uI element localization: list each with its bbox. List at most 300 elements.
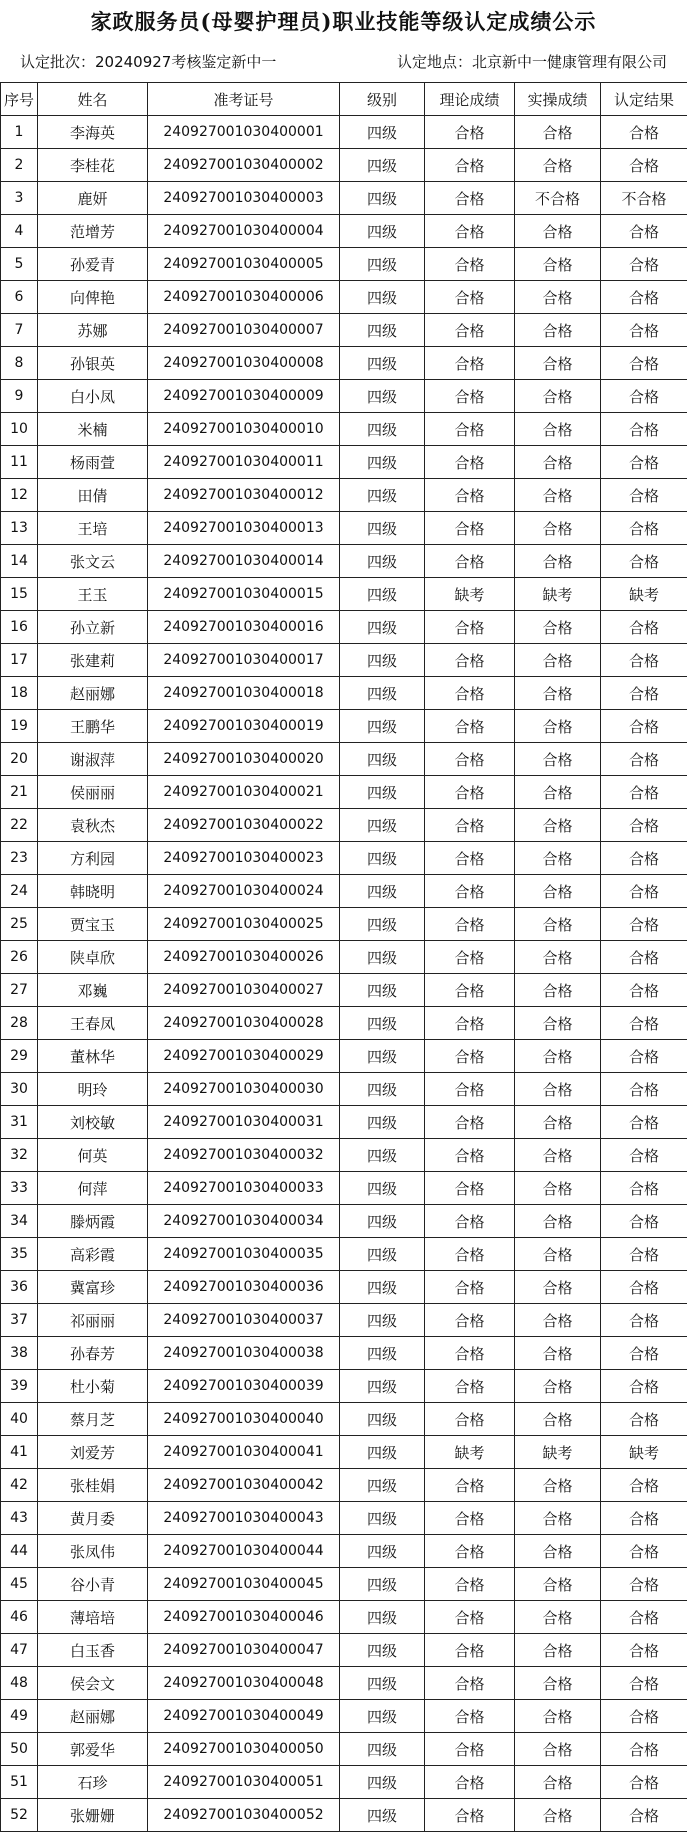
cell-practical-score: 合格 <box>515 1700 601 1733</box>
cell-result: 合格 <box>601 479 687 512</box>
cell-result: 合格 <box>601 1370 687 1403</box>
cell-name: 侯丽丽 <box>38 776 148 809</box>
header-result: 认定结果 <box>601 83 687 116</box>
table-row <box>1 1007 687 1040</box>
cell-practical-score: 合格 <box>515 842 601 875</box>
cell-practical-score: 合格 <box>515 1073 601 1106</box>
cell-theory-score: 缺考 <box>425 1436 515 1469</box>
cell-practical-score: 合格 <box>515 908 601 941</box>
cell-ticket-number: 240927001030400024 <box>148 875 340 908</box>
cell-ticket-number: 240927001030400036 <box>148 1271 340 1304</box>
cell-theory-score: 合格 <box>425 1667 515 1700</box>
cell-result: 合格 <box>601 1073 687 1106</box>
cell-index: 39 <box>1 1370 38 1403</box>
cell-practical-score: 合格 <box>515 1535 601 1568</box>
cell-index: 38 <box>1 1337 38 1370</box>
cell-result: 合格 <box>601 1139 687 1172</box>
cell-index: 46 <box>1 1601 38 1634</box>
cell-name: 董林华 <box>38 1040 148 1073</box>
cell-ticket-number: 240927001030400030 <box>148 1073 340 1106</box>
cell-result: 合格 <box>601 1304 687 1337</box>
cell-level: 四级 <box>340 182 425 215</box>
cell-name: 薄培培 <box>38 1601 148 1634</box>
cell-ticket-number: 240927001030400025 <box>148 908 340 941</box>
cell-result: 合格 <box>601 1733 687 1766</box>
cell-index: 27 <box>1 974 38 1007</box>
cell-practical-score: 合格 <box>515 710 601 743</box>
cell-level: 四级 <box>340 1634 425 1667</box>
table-row <box>1 1799 687 1832</box>
cell-name: 鹿妍 <box>38 182 148 215</box>
table-row <box>1 578 687 611</box>
cell-ticket-number: 240927001030400007 <box>148 314 340 347</box>
cell-ticket-number: 240927001030400040 <box>148 1403 340 1436</box>
cell-level: 四级 <box>340 1370 425 1403</box>
cell-result: 合格 <box>601 149 687 182</box>
cell-theory-score: 合格 <box>425 380 515 413</box>
table-row <box>1 248 687 281</box>
cell-name: 明玲 <box>38 1073 148 1106</box>
cell-name: 谢淑萍 <box>38 743 148 776</box>
cell-practical-score: 合格 <box>515 314 601 347</box>
cell-result: 合格 <box>601 941 687 974</box>
cell-practical-score: 合格 <box>515 1766 601 1799</box>
cell-theory-score: 合格 <box>425 1733 515 1766</box>
cell-name: 黄月委 <box>38 1502 148 1535</box>
cell-theory-score: 合格 <box>425 446 515 479</box>
table-row <box>1 215 687 248</box>
table-row <box>1 1766 687 1799</box>
cell-index: 13 <box>1 512 38 545</box>
cell-theory-score: 合格 <box>425 1469 515 1502</box>
cell-level: 四级 <box>340 941 425 974</box>
cell-name: 张文云 <box>38 545 148 578</box>
cell-practical-score: 合格 <box>515 1799 601 1832</box>
cell-level: 四级 <box>340 413 425 446</box>
cell-level: 四级 <box>340 380 425 413</box>
cell-practical-score: 合格 <box>515 1502 601 1535</box>
cell-theory-score: 合格 <box>425 611 515 644</box>
table-row <box>1 908 687 941</box>
cell-level: 四级 <box>340 644 425 677</box>
cell-name: 陕卓欣 <box>38 941 148 974</box>
cell-result: 合格 <box>601 512 687 545</box>
cell-ticket-number: 240927001030400052 <box>148 1799 340 1832</box>
cell-level: 四级 <box>340 215 425 248</box>
cell-result: 合格 <box>601 446 687 479</box>
cell-ticket-number: 240927001030400050 <box>148 1733 340 1766</box>
cell-theory-score: 合格 <box>425 149 515 182</box>
cell-result: 合格 <box>601 974 687 1007</box>
cell-index: 43 <box>1 1502 38 1535</box>
cell-name: 孙春芳 <box>38 1337 148 1370</box>
cell-theory-score: 合格 <box>425 743 515 776</box>
cell-name: 田倩 <box>38 479 148 512</box>
cell-index: 47 <box>1 1634 38 1667</box>
cell-ticket-number: 240927001030400028 <box>148 1007 340 1040</box>
cell-level: 四级 <box>340 314 425 347</box>
table-row <box>1 710 687 743</box>
cell-result: 合格 <box>601 743 687 776</box>
cell-practical-score: 合格 <box>515 1106 601 1139</box>
cell-name: 邓巍 <box>38 974 148 1007</box>
cell-level: 四级 <box>340 1733 425 1766</box>
table-row <box>1 1634 687 1667</box>
cell-level: 四级 <box>340 743 425 776</box>
cell-index: 14 <box>1 545 38 578</box>
cell-theory-score: 合格 <box>425 1139 515 1172</box>
cell-level: 四级 <box>340 776 425 809</box>
table-row <box>1 314 687 347</box>
cell-level: 四级 <box>340 1172 425 1205</box>
cell-result: 合格 <box>601 1634 687 1667</box>
cell-theory-score: 合格 <box>425 1502 515 1535</box>
cell-ticket-number: 240927001030400020 <box>148 743 340 776</box>
cell-level: 四级 <box>340 710 425 743</box>
cell-result: 合格 <box>601 413 687 446</box>
cell-ticket-number: 240927001030400038 <box>148 1337 340 1370</box>
cell-level: 四级 <box>340 248 425 281</box>
cell-result: 合格 <box>601 1337 687 1370</box>
cell-ticket-number: 240927001030400018 <box>148 677 340 710</box>
cell-level: 四级 <box>340 611 425 644</box>
cell-name: 刘校敏 <box>38 1106 148 1139</box>
cell-index: 34 <box>1 1205 38 1238</box>
cell-theory-score: 合格 <box>425 875 515 908</box>
cell-ticket-number: 240927001030400041 <box>148 1436 340 1469</box>
cell-result: 合格 <box>601 1007 687 1040</box>
cell-theory-score: 合格 <box>425 215 515 248</box>
cell-theory-score: 合格 <box>425 1370 515 1403</box>
cell-result: 合格 <box>601 545 687 578</box>
cell-practical-score: 合格 <box>515 413 601 446</box>
cell-practical-score: 合格 <box>515 512 601 545</box>
cell-theory-score: 合格 <box>425 941 515 974</box>
cell-theory-score: 合格 <box>425 545 515 578</box>
cell-level: 四级 <box>340 1139 425 1172</box>
table-row <box>1 116 687 149</box>
cell-result: 合格 <box>601 1799 687 1832</box>
cell-theory-score: 合格 <box>425 512 515 545</box>
cell-ticket-number: 240927001030400032 <box>148 1139 340 1172</box>
cell-result: 合格 <box>601 1172 687 1205</box>
cell-theory-score: 合格 <box>425 1535 515 1568</box>
cell-theory-score: 合格 <box>425 908 515 941</box>
location-label: 认定地点：北京新中一健康管理有限公司 <box>397 50 667 74</box>
cell-index: 30 <box>1 1073 38 1106</box>
cell-practical-score: 合格 <box>515 1601 601 1634</box>
cell-practical-score: 合格 <box>515 215 601 248</box>
cell-level: 四级 <box>340 1040 425 1073</box>
cell-name: 王春凤 <box>38 1007 148 1040</box>
cell-level: 四级 <box>340 1766 425 1799</box>
cell-theory-score: 合格 <box>425 347 515 380</box>
cell-ticket-number: 240927001030400042 <box>148 1469 340 1502</box>
cell-index: 15 <box>1 578 38 611</box>
cell-name: 石珍 <box>38 1766 148 1799</box>
cell-ticket-number: 240927001030400051 <box>148 1766 340 1799</box>
cell-name: 冀富珍 <box>38 1271 148 1304</box>
cell-practical-score: 合格 <box>515 875 601 908</box>
cell-practical-score: 合格 <box>515 347 601 380</box>
cell-index: 25 <box>1 908 38 941</box>
cell-ticket-number: 240927001030400017 <box>148 644 340 677</box>
cell-practical-score: 合格 <box>515 380 601 413</box>
cell-result: 合格 <box>601 1535 687 1568</box>
cell-index: 36 <box>1 1271 38 1304</box>
cell-index: 33 <box>1 1172 38 1205</box>
cell-ticket-number: 240927001030400046 <box>148 1601 340 1634</box>
cell-level: 四级 <box>340 479 425 512</box>
cell-ticket-number: 240927001030400011 <box>148 446 340 479</box>
cell-index: 49 <box>1 1700 38 1733</box>
cell-result: 合格 <box>601 116 687 149</box>
cell-name: 高彩霞 <box>38 1238 148 1271</box>
cell-name: 赵丽娜 <box>38 1700 148 1733</box>
cell-practical-score: 合格 <box>515 1007 601 1040</box>
cell-index: 50 <box>1 1733 38 1766</box>
cell-level: 四级 <box>340 809 425 842</box>
cell-index: 42 <box>1 1469 38 1502</box>
cell-name: 王培 <box>38 512 148 545</box>
cell-theory-score: 合格 <box>425 1040 515 1073</box>
header-practical-score: 实操成绩 <box>515 83 601 116</box>
cell-practical-score: 合格 <box>515 1304 601 1337</box>
cell-ticket-number: 240927001030400012 <box>148 479 340 512</box>
cell-practical-score: 合格 <box>515 1469 601 1502</box>
cell-ticket-number: 240927001030400037 <box>148 1304 340 1337</box>
cell-theory-score: 合格 <box>425 710 515 743</box>
table-row <box>1 149 687 182</box>
table-row <box>1 875 687 908</box>
table-row <box>1 1205 687 1238</box>
cell-practical-score: 合格 <box>515 611 601 644</box>
table-row <box>1 1667 687 1700</box>
cell-theory-score: 合格 <box>425 281 515 314</box>
cell-theory-score: 合格 <box>425 1205 515 1238</box>
cell-name: 贾宝玉 <box>38 908 148 941</box>
cell-level: 四级 <box>340 1502 425 1535</box>
cell-ticket-number: 240927001030400035 <box>148 1238 340 1271</box>
cell-level: 四级 <box>340 578 425 611</box>
cell-theory-score: 合格 <box>425 479 515 512</box>
table-row <box>1 941 687 974</box>
cell-index: 10 <box>1 413 38 446</box>
cell-ticket-number: 240927001030400006 <box>148 281 340 314</box>
cell-level: 四级 <box>340 1304 425 1337</box>
cell-theory-score: 合格 <box>425 1238 515 1271</box>
cell-name: 袁秋杰 <box>38 809 148 842</box>
cell-result: 缺考 <box>601 578 687 611</box>
cell-ticket-number: 240927001030400047 <box>148 1634 340 1667</box>
cell-level: 四级 <box>340 1238 425 1271</box>
table-row <box>1 974 687 1007</box>
cell-theory-score: 合格 <box>425 842 515 875</box>
cell-result: 合格 <box>601 215 687 248</box>
cell-level: 四级 <box>340 1403 425 1436</box>
cell-level: 四级 <box>340 875 425 908</box>
cell-result: 合格 <box>601 842 687 875</box>
cell-practical-score: 合格 <box>515 1370 601 1403</box>
cell-practical-score: 不合格 <box>515 182 601 215</box>
cell-name: 苏娜 <box>38 314 148 347</box>
cell-name: 方利园 <box>38 842 148 875</box>
table-row <box>1 1403 687 1436</box>
cell-level: 四级 <box>340 1799 425 1832</box>
cell-index: 51 <box>1 1766 38 1799</box>
cell-index: 18 <box>1 677 38 710</box>
table-row <box>1 1370 687 1403</box>
cell-index: 28 <box>1 1007 38 1040</box>
cell-ticket-number: 240927001030400021 <box>148 776 340 809</box>
cell-practical-score: 合格 <box>515 1337 601 1370</box>
cell-practical-score: 合格 <box>515 545 601 578</box>
table-row <box>1 1304 687 1337</box>
cell-theory-score: 合格 <box>425 677 515 710</box>
cell-ticket-number: 240927001030400001 <box>148 116 340 149</box>
cell-name: 王玉 <box>38 578 148 611</box>
cell-result: 合格 <box>601 1271 687 1304</box>
cell-level: 四级 <box>340 1106 425 1139</box>
table-row <box>1 842 687 875</box>
cell-index: 52 <box>1 1799 38 1832</box>
cell-index: 21 <box>1 776 38 809</box>
cell-theory-score: 合格 <box>425 1172 515 1205</box>
cell-practical-score: 合格 <box>515 116 601 149</box>
cell-name: 张桂娟 <box>38 1469 148 1502</box>
cell-result: 合格 <box>601 1469 687 1502</box>
cell-practical-score: 合格 <box>515 776 601 809</box>
cell-index: 37 <box>1 1304 38 1337</box>
cell-ticket-number: 240927001030400027 <box>148 974 340 1007</box>
cell-practical-score: 合格 <box>515 1568 601 1601</box>
cell-index: 20 <box>1 743 38 776</box>
cell-result: 合格 <box>601 314 687 347</box>
cell-name: 张凤伟 <box>38 1535 148 1568</box>
table-row <box>1 1700 687 1733</box>
cell-name: 杜小菊 <box>38 1370 148 1403</box>
cell-result: 不合格 <box>601 182 687 215</box>
cell-practical-score: 合格 <box>515 1403 601 1436</box>
table-row <box>1 677 687 710</box>
cell-practical-score: 合格 <box>515 1667 601 1700</box>
cell-level: 四级 <box>340 1073 425 1106</box>
cell-theory-score: 缺考 <box>425 578 515 611</box>
cell-index: 6 <box>1 281 38 314</box>
cell-practical-score: 合格 <box>515 1040 601 1073</box>
cell-result: 合格 <box>601 1700 687 1733</box>
cell-level: 四级 <box>340 149 425 182</box>
table-row <box>1 1238 687 1271</box>
cell-ticket-number: 240927001030400031 <box>148 1106 340 1139</box>
table-row <box>1 809 687 842</box>
cell-result: 缺考 <box>601 1436 687 1469</box>
cell-result: 合格 <box>601 281 687 314</box>
header-theory-score: 理论成绩 <box>425 83 515 116</box>
cell-ticket-number: 240927001030400003 <box>148 182 340 215</box>
cell-name: 孙爱青 <box>38 248 148 281</box>
cell-theory-score: 合格 <box>425 1073 515 1106</box>
cell-practical-score: 合格 <box>515 1139 601 1172</box>
cell-index: 8 <box>1 347 38 380</box>
cell-index: 3 <box>1 182 38 215</box>
cell-theory-score: 合格 <box>425 1601 515 1634</box>
cell-result: 合格 <box>601 1568 687 1601</box>
cell-practical-score: 合格 <box>515 974 601 1007</box>
cell-practical-score: 缺考 <box>515 1436 601 1469</box>
table-row <box>1 1502 687 1535</box>
cell-ticket-number: 240927001030400033 <box>148 1172 340 1205</box>
cell-level: 四级 <box>340 908 425 941</box>
cell-level: 四级 <box>340 281 425 314</box>
cell-ticket-number: 240927001030400004 <box>148 215 340 248</box>
cell-result: 合格 <box>601 1238 687 1271</box>
cell-name: 何萍 <box>38 1172 148 1205</box>
cell-level: 四级 <box>340 1205 425 1238</box>
cell-level: 四级 <box>340 1601 425 1634</box>
cell-index: 7 <box>1 314 38 347</box>
cell-level: 四级 <box>340 1568 425 1601</box>
cell-index: 11 <box>1 446 38 479</box>
cell-name: 米楠 <box>38 413 148 446</box>
table-row <box>1 1271 687 1304</box>
table-row <box>1 413 687 446</box>
cell-theory-score: 合格 <box>425 413 515 446</box>
cell-name: 孙银英 <box>38 347 148 380</box>
table-row <box>1 545 687 578</box>
table-row <box>1 347 687 380</box>
cell-ticket-number: 240927001030400023 <box>148 842 340 875</box>
table-row <box>1 1337 687 1370</box>
cell-index: 35 <box>1 1238 38 1271</box>
cell-ticket-number: 240927001030400044 <box>148 1535 340 1568</box>
cell-ticket-number: 240927001030400034 <box>148 1205 340 1238</box>
cell-level: 四级 <box>340 974 425 1007</box>
cell-index: 5 <box>1 248 38 281</box>
cell-name: 李海英 <box>38 116 148 149</box>
cell-name: 杨雨萱 <box>38 446 148 479</box>
cell-theory-score: 合格 <box>425 809 515 842</box>
cell-index: 23 <box>1 842 38 875</box>
cell-practical-score: 合格 <box>515 644 601 677</box>
cell-practical-score: 合格 <box>515 1172 601 1205</box>
cell-practical-score: 合格 <box>515 1271 601 1304</box>
cell-index: 40 <box>1 1403 38 1436</box>
cell-index: 29 <box>1 1040 38 1073</box>
cell-ticket-number: 240927001030400002 <box>148 149 340 182</box>
header-ticket-number: 准考证号 <box>148 83 340 116</box>
cell-name: 白玉香 <box>38 1634 148 1667</box>
cell-ticket-number: 240927001030400014 <box>148 545 340 578</box>
cell-index: 48 <box>1 1667 38 1700</box>
cell-practical-score: 合格 <box>515 479 601 512</box>
table-row <box>1 1568 687 1601</box>
cell-ticket-number: 240927001030400029 <box>148 1040 340 1073</box>
cell-name: 滕炳霞 <box>38 1205 148 1238</box>
table-row <box>1 1172 687 1205</box>
cell-index: 12 <box>1 479 38 512</box>
cell-index: 4 <box>1 215 38 248</box>
cell-ticket-number: 240927001030400016 <box>148 611 340 644</box>
cell-level: 四级 <box>340 1007 425 1040</box>
cell-result: 合格 <box>601 644 687 677</box>
cell-practical-score: 合格 <box>515 743 601 776</box>
cell-index: 41 <box>1 1436 38 1469</box>
cell-theory-score: 合格 <box>425 182 515 215</box>
header-level: 级别 <box>340 83 425 116</box>
cell-ticket-number: 240927001030400039 <box>148 1370 340 1403</box>
document-title: 家政服务员(母婴护理员)职业技能等级认定成绩公示 <box>0 6 687 36</box>
